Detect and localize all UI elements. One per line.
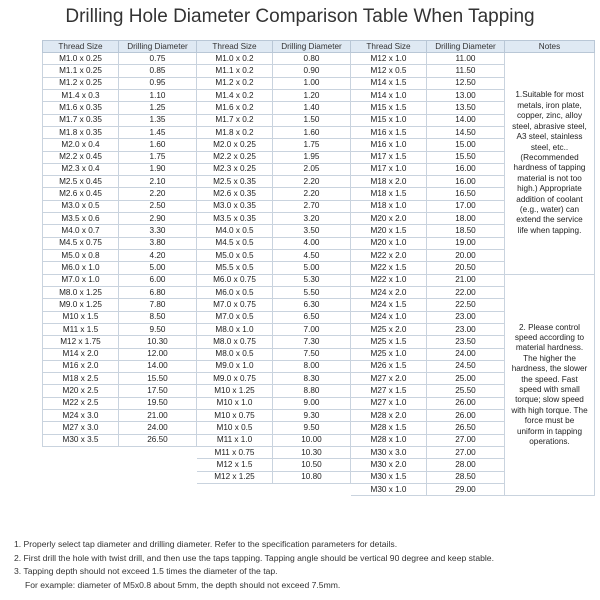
cell-drilling-diameter-1: 24.00 [119,422,197,434]
cell-drilling-diameter-2: 10.00 [273,434,351,446]
cell-drilling-diameter-3: 17.00 [427,200,505,212]
cell-drilling-diameter-1: 0.95 [119,77,197,89]
cell-thread-size-1: M2.6 x 0.45 [43,188,119,200]
cell-drilling-diameter-2: 9.50 [273,422,351,434]
cell-drilling-diameter-3: 16.50 [427,188,505,200]
cell-drilling-diameter-3: 18.50 [427,225,505,237]
cell-thread-size-2: M6.0 x 0.75 [197,274,273,286]
cell-drilling-diameter-1: 6.00 [119,274,197,286]
cell-thread-size-2: M11 x 0.75 [197,447,273,459]
cell-drilling-diameter-1: 2.50 [119,200,197,212]
cell-thread-size-2: M7.0 x 0.75 [197,299,273,311]
cell-thread-size-1: M12 x 1.75 [43,336,119,348]
cell-drilling-diameter-2: 6.50 [273,311,351,323]
cell-thread-size-3: M12 x 0.5 [351,65,427,77]
cell-thread-size-1: M20 x 2.5 [43,385,119,397]
cell-thread-size-3: M12 x 1.0 [351,53,427,65]
cell-thread-size-1: M8.0 x 1.25 [43,286,119,298]
cell-drilling-diameter-3: 25.00 [427,373,505,385]
cell-drilling-diameter-2: 2.20 [273,188,351,200]
cell-thread-size-2: M11 x 1.0 [197,434,273,446]
cell-thread-size-2: M10 x 1.0 [197,397,273,409]
cell-thread-size-1: M14 x 2.0 [43,348,119,360]
cell-drilling-diameter-1: 4.20 [119,250,197,262]
cell-drilling-diameter-2: 1.40 [273,102,351,114]
cell-thread-size-1: M5.0 x 0.8 [43,250,119,262]
cell-thread-size-1: M3.0 x 0.5 [43,200,119,212]
cell-drilling-diameter-2 [273,483,351,495]
cell-drilling-diameter-3: 22.50 [427,299,505,311]
cell-thread-size-3: M22 x 2.0 [351,250,427,262]
cell-thread-size-2: M10 x 0.5 [197,422,273,434]
cell-drilling-diameter-3: 11.00 [427,53,505,65]
cell-drilling-diameter-2: 1.75 [273,139,351,151]
cell-drilling-diameter-2: 5.50 [273,286,351,298]
cell-thread-size-2: M9.0 x 0.75 [197,373,273,385]
cell-thread-size-2: M1.1 x 0.2 [197,65,273,77]
cell-drilling-diameter-2: 4.00 [273,237,351,249]
cell-drilling-diameter-3: 14.00 [427,114,505,126]
cell-drilling-diameter-3: 24.50 [427,360,505,372]
cell-thread-size-1: M1.4 x 0.3 [43,89,119,101]
header-drilling-diameter-2: Drilling Diameter [273,41,351,53]
cell-thread-size-3: M25 x 1.5 [351,336,427,348]
cell-thread-size-1 [43,459,119,471]
cell-drilling-diameter-1: 26.50 [119,434,197,446]
cell-drilling-diameter-1: 1.90 [119,163,197,175]
cell-thread-size-1: M11 x 1.5 [43,323,119,335]
cell-thread-size-3: M18 x 2.0 [351,176,427,188]
cell-drilling-diameter-1: 17.50 [119,385,197,397]
cell-drilling-diameter-2: 2.05 [273,163,351,175]
cell-thread-size-2: M12 x 1.25 [197,471,273,483]
cell-thread-size-2: M2.6 x 0.35 [197,188,273,200]
cell-thread-size-3: M16 x 1.5 [351,126,427,138]
cell-drilling-diameter-2: 10.80 [273,471,351,483]
cell-drilling-diameter-1 [119,471,197,483]
cell-drilling-diameter-2: 0.80 [273,53,351,65]
cell-drilling-diameter-1 [119,483,197,495]
cell-thread-size-3: M22 x 1.5 [351,262,427,274]
footer-line-2: 2. First drill the hole with twist drill, and then use the taps tapping. Tapping angle should be vertical 90 degree and keep stable. [14,552,494,563]
footer-line-1: 1. Properly select tap diameter and drilling diameter. Refer to the specification parameters for details. [14,539,398,549]
cell-thread-size-1: M9.0 x 1.25 [43,299,119,311]
cell-drilling-diameter-2: 10.50 [273,459,351,471]
cell-drilling-diameter-1: 1.75 [119,151,197,163]
cell-thread-size-2: M5.5 x 0.5 [197,262,273,274]
cell-drilling-diameter-1: 2.90 [119,213,197,225]
cell-drilling-diameter-1: 10.30 [119,336,197,348]
cell-thread-size-1: M6.0 x 1.0 [43,262,119,274]
cell-drilling-diameter-3: 14.50 [427,126,505,138]
cell-drilling-diameter-3: 15.50 [427,151,505,163]
cell-thread-size-2 [197,483,273,495]
cell-thread-size-3: M24 x 1.0 [351,311,427,323]
cell-drilling-diameter-2: 0.90 [273,65,351,77]
cell-drilling-diameter-2: 5.30 [273,274,351,286]
header-thread-size-3: Thread Size [351,41,427,53]
cell-thread-size-2: M10 x 0.75 [197,410,273,422]
cell-drilling-diameter-2: 2.70 [273,200,351,212]
cell-drilling-diameter-1 [119,447,197,459]
cell-drilling-diameter-2: 7.00 [273,323,351,335]
header-thread-size-1: Thread Size [43,41,119,53]
cell-drilling-diameter-1: 0.85 [119,65,197,77]
cell-drilling-diameter-3: 18.00 [427,213,505,225]
cell-thread-size-3: M30 x 1.5 [351,471,427,483]
cell-thread-size-1: M4.5 x 0.75 [43,237,119,249]
cell-thread-size-2: M3.5 x 0.35 [197,213,273,225]
cell-thread-size-1 [43,483,119,495]
cell-thread-size-1: M27 x 3.0 [43,422,119,434]
header-thread-size-2: Thread Size [197,41,273,53]
cell-drilling-diameter-1: 19.50 [119,397,197,409]
cell-thread-size-1: M1.8 x 0.35 [43,126,119,138]
cell-thread-size-2: M2.0 x 0.25 [197,139,273,151]
cell-drilling-diameter-1: 5.00 [119,262,197,274]
cell-thread-size-2: M2.3 x 0.25 [197,163,273,175]
cell-thread-size-1: M1.7 x 0.35 [43,114,119,126]
cell-thread-size-3: M30 x 2.0 [351,459,427,471]
note-2: 2. Please control speed according to material hardness. The higher the hardness, the slower the speed. Fast speed with small torque; slow speed with high torque. The force must be uniform in tapping operations. [505,274,595,496]
cell-drilling-diameter-3: 21.00 [427,274,505,286]
cell-thread-size-2: M2.5 x 0.35 [197,176,273,188]
cell-thread-size-1: M2.5 x 0.45 [43,176,119,188]
cell-drilling-diameter-3: 19.00 [427,237,505,249]
cell-thread-size-2: M10 x 1.25 [197,385,273,397]
cell-thread-size-3: M15 x 1.0 [351,114,427,126]
cell-drilling-diameter-2: 2.20 [273,176,351,188]
cell-thread-size-3: M25 x 2.0 [351,323,427,335]
cell-thread-size-3: M14 x 1.0 [351,89,427,101]
cell-drilling-diameter-2: 3.20 [273,213,351,225]
cell-drilling-diameter-2: 4.50 [273,250,351,262]
cell-thread-size-1: M1.1 x 0.25 [43,65,119,77]
cell-drilling-diameter-3: 20.00 [427,250,505,262]
cell-thread-size-3: M27 x 2.0 [351,373,427,385]
cell-thread-size-1: M7.0 x 1.0 [43,274,119,286]
cell-drilling-diameter-3: 16.00 [427,176,505,188]
cell-thread-size-2: M8.0 x 1.0 [197,323,273,335]
cell-thread-size-1: M1.6 x 0.35 [43,102,119,114]
cell-thread-size-1 [43,471,119,483]
cell-drilling-diameter-2: 10.30 [273,447,351,459]
cell-drilling-diameter-2: 6.30 [273,299,351,311]
cell-drilling-diameter-2: 9.00 [273,397,351,409]
cell-thread-size-2: M4.5 x 0.5 [197,237,273,249]
note-1: 1.Suitable for most metals, iron plate, copper, zinc, alloy steel, abrasive steel, A3 steel, stainless steel, etc..(Recommended hardness of tapping material is not too high.) Appropriate addition of coolant (e.g., water) can extend the service life when tapping. [505,53,595,275]
cell-thread-size-1: M4.0 x 0.7 [43,225,119,237]
cell-drilling-diameter-1: 1.10 [119,89,197,101]
cell-drilling-diameter-1: 8.50 [119,311,197,323]
cell-drilling-diameter-3: 12.50 [427,77,505,89]
cell-drilling-diameter-2: 7.30 [273,336,351,348]
cell-thread-size-1: M2.2 x 0.45 [43,151,119,163]
cell-thread-size-3: M30 x 1.0 [351,483,427,495]
cell-drilling-diameter-1: 7.80 [119,299,197,311]
cell-drilling-diameter-3: 26.50 [427,422,505,434]
cell-thread-size-3: M18 x 1.0 [351,200,427,212]
table-body [43,53,595,496]
cell-drilling-diameter-3: 28.50 [427,471,505,483]
cell-drilling-diameter-3: 11.50 [427,65,505,77]
cell-drilling-diameter-3: 13.00 [427,89,505,101]
cell-drilling-diameter-3: 23.00 [427,323,505,335]
cell-drilling-diameter-1: 21.00 [119,410,197,422]
cell-thread-size-1: M22 x 2.5 [43,397,119,409]
cell-drilling-diameter-1: 9.50 [119,323,197,335]
cell-drilling-diameter-3: 20.50 [427,262,505,274]
cell-thread-size-2: M1.6 x 0.2 [197,102,273,114]
cell-thread-size-3: M26 x 1.5 [351,360,427,372]
cell-thread-size-3: M18 x 1.5 [351,188,427,200]
table-row [43,274,595,286]
cell-thread-size-2: M4.0 x 0.5 [197,225,273,237]
footer-notes [14,538,594,592]
footer-line-3: 3. Tapping depth should not exceed 1.5 times the diameter of the tap. [14,566,278,576]
cell-drilling-diameter-1: 6.80 [119,286,197,298]
cell-drilling-diameter-2: 7.50 [273,348,351,360]
cell-drilling-diameter-3: 29.00 [427,483,505,495]
cell-thread-size-2: M6.0 x 0.5 [197,286,273,298]
cell-thread-size-3: M17 x 1.5 [351,151,427,163]
cell-drilling-diameter-2: 1.20 [273,89,351,101]
cell-drilling-diameter-3: 16.00 [427,163,505,175]
cell-drilling-diameter-2: 1.95 [273,151,351,163]
cell-drilling-diameter-3: 27.00 [427,447,505,459]
cell-drilling-diameter-1: 3.80 [119,237,197,249]
cell-drilling-diameter-1: 2.20 [119,188,197,200]
table-row [43,53,595,65]
cell-drilling-diameter-2: 1.00 [273,77,351,89]
table-header-row [43,41,595,53]
cell-thread-size-1: M24 x 3.0 [43,410,119,422]
cell-thread-size-1: M10 x 1.5 [43,311,119,323]
cell-drilling-diameter-2: 5.00 [273,262,351,274]
cell-thread-size-1: M1.0 x 0.25 [43,53,119,65]
cell-thread-size-1 [43,447,119,459]
cell-thread-size-3: M30 x 3.0 [351,447,427,459]
cell-thread-size-3: M15 x 1.5 [351,102,427,114]
cell-thread-size-3: M28 x 2.0 [351,410,427,422]
tap-drill-table [42,40,595,496]
cell-thread-size-2: M9.0 x 1.0 [197,360,273,372]
cell-thread-size-3: M24 x 1.5 [351,299,427,311]
cell-drilling-diameter-2: 3.50 [273,225,351,237]
page-title: Drilling Hole Diameter Comparison Table When Tapping [65,6,535,27]
cell-drilling-diameter-3: 23.00 [427,311,505,323]
cell-drilling-diameter-3: 15.00 [427,139,505,151]
cell-thread-size-2: M2.2 x 0.25 [197,151,273,163]
cell-thread-size-2: M1.4 x 0.2 [197,89,273,101]
cell-drilling-diameter-1: 14.00 [119,360,197,372]
cell-thread-size-2: M8.0 x 0.5 [197,348,273,360]
header-drilling-diameter-1: Drilling Diameter [119,41,197,53]
cell-thread-size-3: M27 x 1.0 [351,397,427,409]
cell-thread-size-3: M20 x 2.0 [351,213,427,225]
cell-thread-size-2: M5.0 x 0.5 [197,250,273,262]
footer-line-4: For example: diameter of M5x0.8 about 5mm, the depth should not exceed 7.5mm. [25,579,341,590]
cell-thread-size-3: M16 x 1.0 [351,139,427,151]
cell-drilling-diameter-3: 13.50 [427,102,505,114]
cell-drilling-diameter-3: 25.50 [427,385,505,397]
cell-drilling-diameter-1: 3.30 [119,225,197,237]
cell-thread-size-1: M16 x 2.0 [43,360,119,372]
cell-drilling-diameter-1: 2.10 [119,176,197,188]
cell-thread-size-1: M30 x 3.5 [43,434,119,446]
cell-drilling-diameter-1: 12.00 [119,348,197,360]
cell-drilling-diameter-3: 24.00 [427,348,505,360]
cell-thread-size-1: M1.2 x 0.25 [43,77,119,89]
cell-thread-size-2: M3.0 x 0.35 [197,200,273,212]
cell-thread-size-3: M14 x 1.5 [351,77,427,89]
cell-thread-size-1: M2.0 x 0.4 [43,139,119,151]
cell-drilling-diameter-1: 0.75 [119,53,197,65]
cell-drilling-diameter-1: 1.45 [119,126,197,138]
cell-drilling-diameter-2: 8.30 [273,373,351,385]
cell-drilling-diameter-3: 23.50 [427,336,505,348]
cell-thread-size-1: M2.3 x 0.4 [43,163,119,175]
cell-thread-size-3: M28 x 1.0 [351,434,427,446]
cell-drilling-diameter-1: 1.25 [119,102,197,114]
cell-thread-size-2: M1.0 x 0.2 [197,53,273,65]
cell-thread-size-2: M1.7 x 0.2 [197,114,273,126]
header-notes: Notes [505,41,595,53]
cell-drilling-diameter-3: 27.00 [427,434,505,446]
cell-drilling-diameter-2: 8.00 [273,360,351,372]
cell-drilling-diameter-2: 1.50 [273,114,351,126]
cell-drilling-diameter-2: 8.80 [273,385,351,397]
cell-drilling-diameter-1: 15.50 [119,373,197,385]
cell-thread-size-1: M3.5 x 0.6 [43,213,119,225]
cell-drilling-diameter-2: 1.60 [273,126,351,138]
cell-thread-size-3: M24 x 2.0 [351,286,427,298]
cell-drilling-diameter-3: 22.00 [427,286,505,298]
cell-thread-size-2: M1.2 x 0.2 [197,77,273,89]
cell-drilling-diameter-1: 1.35 [119,114,197,126]
cell-thread-size-2: M8.0 x 0.75 [197,336,273,348]
cell-thread-size-2: M12 x 1.5 [197,459,273,471]
cell-drilling-diameter-1 [119,459,197,471]
cell-thread-size-3: M20 x 1.0 [351,237,427,249]
cell-drilling-diameter-2: 9.30 [273,410,351,422]
cell-thread-size-3: M28 x 1.5 [351,422,427,434]
cell-thread-size-1: M18 x 2.5 [43,373,119,385]
cell-thread-size-3: M20 x 1.5 [351,225,427,237]
cell-thread-size-3: M17 x 1.0 [351,163,427,175]
cell-thread-size-3: M22 x 1.0 [351,274,427,286]
cell-thread-size-3: M25 x 1.0 [351,348,427,360]
cell-drilling-diameter-3: 26.00 [427,410,505,422]
cell-drilling-diameter-3: 26.00 [427,397,505,409]
header-drilling-diameter-3: Drilling Diameter [427,41,505,53]
cell-thread-size-2: M1.8 x 0.2 [197,126,273,138]
cell-drilling-diameter-3: 28.00 [427,459,505,471]
cell-thread-size-2: M7.0 x 0.5 [197,311,273,323]
cell-drilling-diameter-1: 1.60 [119,139,197,151]
cell-thread-size-3: M27 x 1.5 [351,385,427,397]
